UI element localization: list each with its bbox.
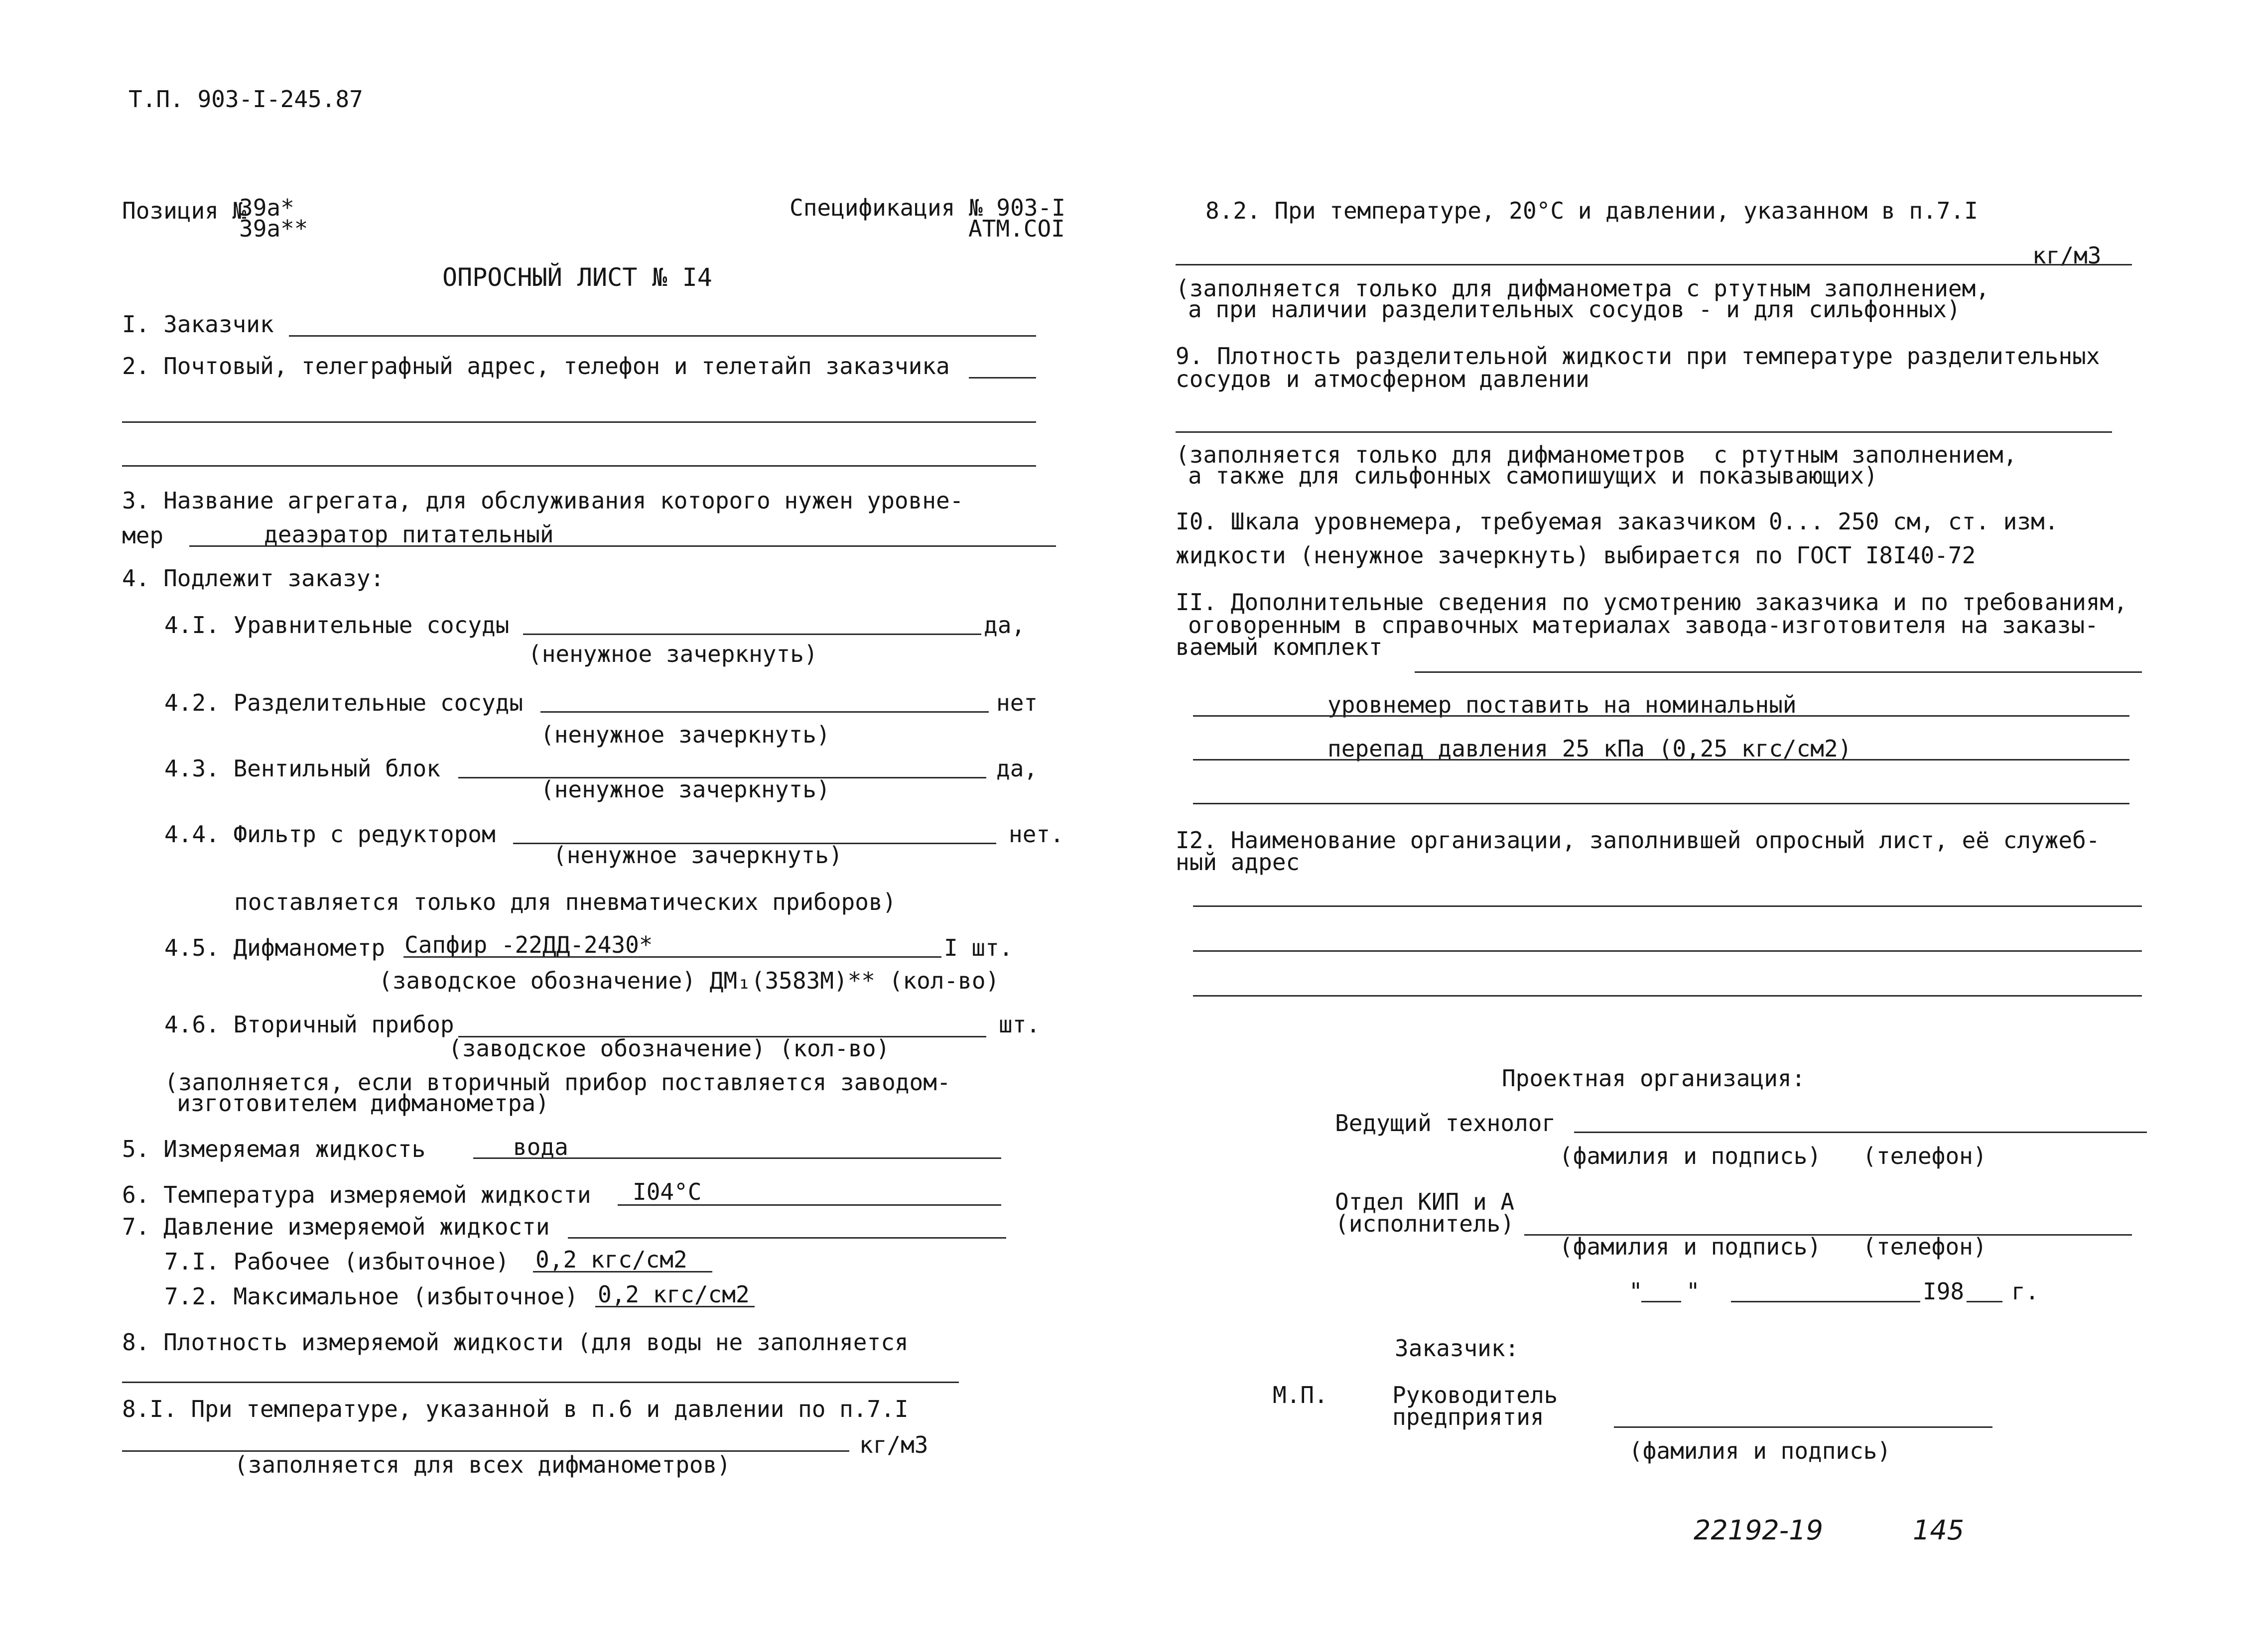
additional-info-line-1 xyxy=(1415,671,2142,673)
additional-info-line-4 xyxy=(1193,803,2129,804)
measured-liquid-value: вода xyxy=(513,1134,568,1160)
density-at-20c-line xyxy=(1176,264,2132,265)
head-signature-line xyxy=(1614,1426,1992,1428)
customer-label: Заказчик: xyxy=(1395,1335,1519,1362)
secondary-device-note-2: изготовителем дифманометра) xyxy=(177,1090,549,1117)
item-4-3-valve-block: 4.3. Вентильный блок xyxy=(164,755,440,782)
position-label: Позиция № xyxy=(122,197,247,224)
item-10-level-gauge-scale: I0. Шкала уровнемера, требуемая заказчиком 0... 250 см, ст. изм. xyxy=(1176,508,2059,535)
secondary-device-note-1: (заполняется, если вторичный прибор поставляется заводом- xyxy=(164,1069,951,1096)
date-close-quote: " xyxy=(1686,1278,1700,1305)
working-pressure-line xyxy=(533,1271,712,1272)
liquid-density-line xyxy=(122,1382,959,1383)
unit-name-line xyxy=(189,545,1056,547)
kip-executor-label: (исполнитель) xyxy=(1335,1210,1515,1237)
specification-number: Спецификация № 903-I xyxy=(790,194,1065,221)
item-4-4-filter-reducer: 4.4. Фильтр с редуктором xyxy=(164,821,496,848)
equalizing-vessels-answer: да, xyxy=(984,612,1026,638)
item-11-additional-info: II. Дополнительные сведения по усмотрению заказчика и по требованиям, xyxy=(1176,589,2127,616)
item-12-organization-name: I2. Наименование организации, заполнившей опросный лист, её служеб- xyxy=(1176,827,2100,854)
specification-code: АТМ.СОI xyxy=(968,215,1065,242)
item-5-measured-liquid: 5. Измеряемая жидкость xyxy=(122,1136,426,1162)
date-month-line xyxy=(1731,1301,1920,1302)
liquid-temperature-line xyxy=(618,1204,1001,1206)
item-10-cont: жидкости (ненужное зачеркнуть) выбирается по ГОСТ I8I40-72 xyxy=(1176,542,1976,569)
lead-technologist-line xyxy=(1574,1132,2147,1133)
position-number-2: 39а** xyxy=(239,215,308,242)
item-8-liquid-density: 8. Плотность измеряемой жидкости (для воды не заполняется xyxy=(122,1329,909,1356)
item-3-unit-name-cont: мер xyxy=(122,522,164,549)
working-pressure-value: 0,2 кгс/см2 xyxy=(535,1246,687,1273)
density-at-20c-note-1: (заполняется только для дифманометра с ртутным заполнением, xyxy=(1176,275,1989,302)
enterprise-label: предприятия xyxy=(1392,1403,1544,1430)
additional-info-line-2 xyxy=(1193,715,2129,717)
date-year-line xyxy=(1967,1301,2002,1302)
date-year: I98 xyxy=(1923,1278,1965,1305)
item-6-liquid-temperature: 6. Температура измеряемой жидкости xyxy=(122,1181,591,1208)
additional-info-line-3 xyxy=(1193,759,2129,761)
address-line-1 xyxy=(969,377,1036,379)
liquid-pressure-line xyxy=(568,1237,1006,1239)
address-line-2 xyxy=(122,421,1036,423)
liquid-temperature-value: I04°С xyxy=(633,1178,702,1205)
organization-line-3 xyxy=(1193,995,2142,997)
separating-vessels-line xyxy=(540,711,989,713)
item-4-5-diff-manometer: 4.5. Дифманометр xyxy=(164,934,386,961)
design-organization-label: Проектная организация: xyxy=(1502,1065,1806,1092)
diff-manometer-sublabel: (заводское обозначение) ДМ₁(3583М)** (кол-во) xyxy=(379,967,1000,994)
page-number: 145 xyxy=(1913,1515,1965,1546)
max-pressure-line xyxy=(595,1306,755,1307)
separating-liquid-density-line xyxy=(1176,431,2112,433)
secondary-device-unit: шт. xyxy=(999,1011,1041,1038)
cross-out-note-1: (ненужное зачеркнуть) xyxy=(528,640,818,667)
separating-vessels-answer: нет xyxy=(996,689,1038,716)
archive-number: 22192-19 xyxy=(1694,1515,1823,1546)
density-at-20c-note-2: а при наличии разделительных сосудов - и для сильфонных) xyxy=(1188,296,1961,323)
density-note-1: (заполняется для всех дифманометров) xyxy=(234,1451,731,1478)
item-9-cont: сосудов и атмосферном давлении xyxy=(1176,366,1589,392)
item-9-separating-liquid-density: 9. Плотность разделительной жидкости при температуре разделительных xyxy=(1176,343,2100,370)
item-2-address: 2. Почтовый, телеграфный адрес, телефон и телетайп заказчика xyxy=(122,353,950,380)
item-4-6-secondary-device: 4.6. Вторичный прибор xyxy=(164,1011,454,1038)
separating-liquid-note-1: (заполняется только для дифманометров с ртутным заполнением, xyxy=(1176,441,2017,468)
document-title: ОПРОСНЫЙ ЛИСТ № I4 xyxy=(442,263,712,292)
diff-manometer-line xyxy=(403,956,941,958)
cross-out-note-2: (ненужное зачеркнуть) xyxy=(540,721,830,748)
item-4-2-separating-vessels: 4.2. Разделительные сосуды xyxy=(164,689,524,716)
filter-reducer-note: поставляется только для пневматических приборов) xyxy=(234,889,897,915)
item-12-cont: ный адрес xyxy=(1176,849,1300,876)
item-4-1-equalizing-vessels: 4.I. Уравнительные сосуды xyxy=(164,612,510,638)
lead-technologist-sublabel: (фамилия и подпись) (телефон) xyxy=(1559,1143,1987,1169)
item-7-liquid-pressure: 7. Давление измеряемой жидкости xyxy=(122,1213,550,1240)
measured-liquid-line xyxy=(473,1157,1001,1159)
date-year-suffix: г. xyxy=(2011,1278,2039,1305)
cross-out-note-3: (ненужное зачеркнуть) xyxy=(540,776,830,803)
unit-name-value: деаэратор питательный xyxy=(264,521,554,548)
equalizing-vessels-line xyxy=(523,634,981,635)
date-open-quote: " xyxy=(1629,1278,1643,1305)
item-11-cont-2: ваемый комплект xyxy=(1176,634,1383,660)
additional-info-value-1: уровнемер поставить на номинальный xyxy=(1327,691,1797,718)
diff-manometer-quantity: I шт. xyxy=(944,934,1013,961)
item-4-order: 4. Подлежит заказу: xyxy=(122,565,385,592)
head-label: Руководитель xyxy=(1392,1382,1558,1408)
head-signature-sublabel: (фамилия и подпись) xyxy=(1629,1437,1891,1464)
item-8-1-density-at-temperature: 8.I. При температуре, указанной в п.6 и давлении по п.7.I xyxy=(122,1396,909,1422)
filter-reducer-answer: нет. xyxy=(1009,821,1064,848)
density-unit-1: кг/м3 xyxy=(859,1431,928,1458)
document-code: Т.П. 903-I-245.87 xyxy=(129,86,363,113)
kip-department-label: Отдел КИП и А xyxy=(1335,1188,1515,1215)
date-day-line xyxy=(1641,1301,1681,1302)
item-7-2-max-pressure: 7.2. Максимальное (избыточное) xyxy=(164,1283,578,1310)
organization-line-2 xyxy=(1193,950,2142,952)
position-number-1: 39а* xyxy=(239,194,294,221)
cross-out-note-4: (ненужное зачеркнуть) xyxy=(553,842,843,869)
lead-technologist-label: Ведущий технолог xyxy=(1335,1110,1556,1137)
item-7-1-working-pressure: 7.I. Рабочее (избыточное) xyxy=(164,1248,510,1275)
max-pressure-value: 0,2 кгс/см2 xyxy=(598,1281,750,1308)
separating-liquid-note-2: а также для сильфонных самопишущих и показывающих) xyxy=(1188,462,1878,489)
density-unit-2: кг/м3 xyxy=(2032,242,2102,269)
organization-line-1 xyxy=(1193,905,2142,907)
kip-sublabel: (фамилия и подпись) (телефон) xyxy=(1559,1233,1987,1260)
diff-manometer-value: Сапфир -22ДД-2430* xyxy=(404,931,653,958)
address-line-3 xyxy=(122,465,1036,467)
item-1-customer: I. Заказчик xyxy=(122,311,274,338)
item-11-cont-1: оговоренным в справочных материалах завода-изготовителя на заказы- xyxy=(1188,612,2099,638)
item-3-unit-name: 3. Название агрегата, для обслуживания которого нужен уровне- xyxy=(122,487,964,514)
stamp-place-label: М.П. xyxy=(1273,1382,1328,1408)
additional-info-value-2: перепад давления 25 кПа (0,25 кгс/см2) xyxy=(1327,735,1852,762)
customer-line xyxy=(289,335,1036,337)
secondary-device-sublabel: (заводское обозначение) (кол-во) xyxy=(448,1035,890,1062)
item-8-2-density-at-20c: 8.2. При температуре, 20°С и давлении, указанном в п.7.I xyxy=(1205,197,1978,224)
valve-block-answer: да, xyxy=(996,755,1038,782)
